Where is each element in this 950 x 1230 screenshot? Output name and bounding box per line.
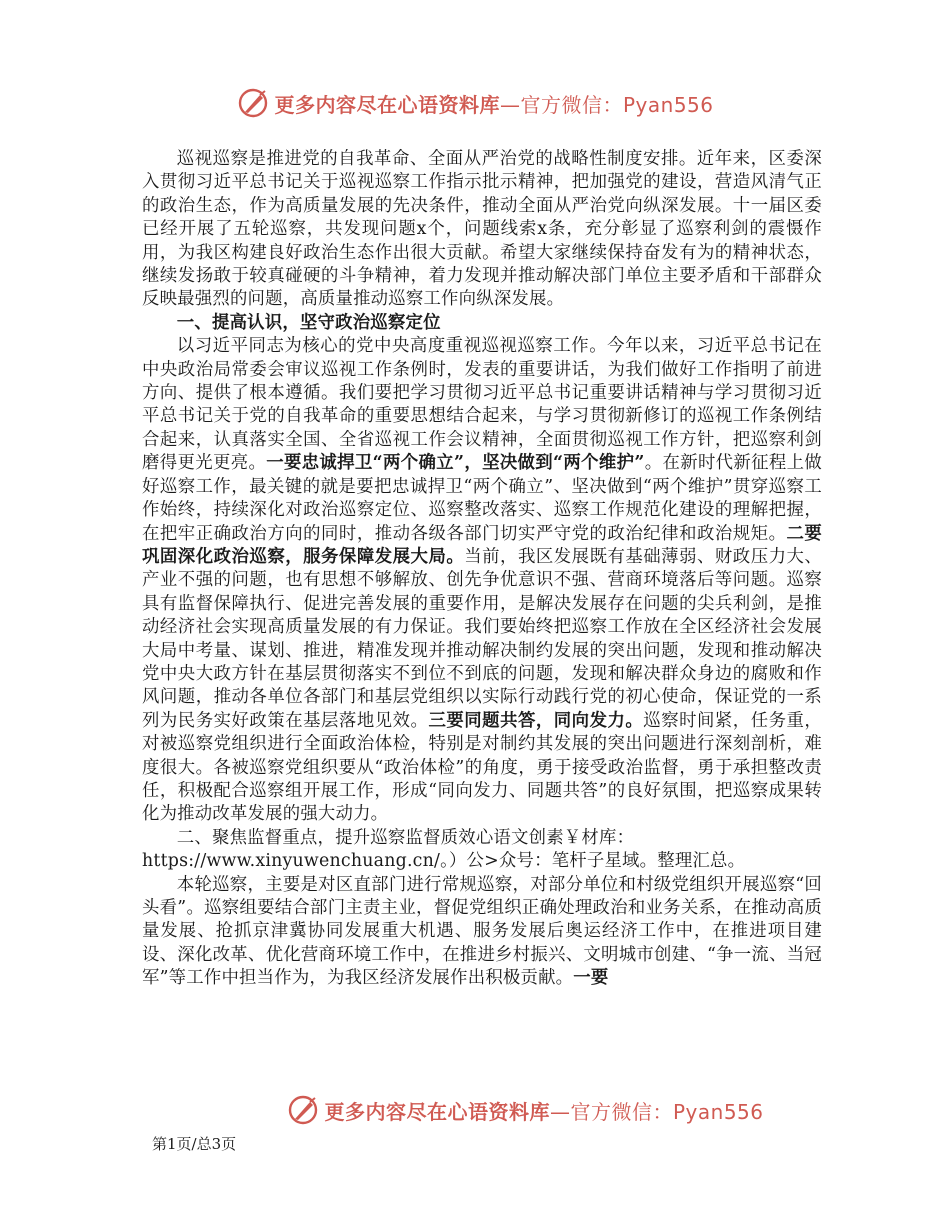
header-watermark-banner <box>0 86 950 120</box>
bold-point-1: 一要忠诚捍卫“两个确立”，坚决做到“两个维护” <box>266 453 645 474</box>
paragraph-section-1: 以习近平同志为核心的党中央高度重视巡视巡察工作。今年以来，习近平总书记在中央政治局常委会审议巡视工作条例时，发表的重要讲话，为我们做好工作指明了前进方向、提供了根本遵循。我们要把学习贯彻习近平总书记重要讲话精神与学习贯彻习近平总书记关于党的自我革命的重要思想结合起来，与学习贯彻新修订的巡视工作条例结合起来，认真落实全国、全省巡视工作会议精神，全面贯彻巡视工作方针，把巡察利剑磨得更光更亮。一要忠诚捍卫“两个确立”，坚决做到“两个维护”。在新时代新征程上做好巡察工作，最关键的就是要把忠诚捍卫“两个确立”、坚决做到“两个维护”贯穿巡察工作始终，持续深化对政治巡察定位、巡察整改落实、巡察工作规范化建设的理解把握，在把牢正确政治方向的同时，推动各级各部门切实严守党的政治纪律和政治规矩。二要巩固深化政治巡察，服务保障发展大局。当前，我区发展既有基础薄弱、财政压力大、产业不强的问题，也有思想不够解放、创先争优意识不强、营商环境落后等问题。巡察具有监督保障执行、促进完善发展的重要作用，是解决发展存在问题的尖兵利剑，是推动经济社会实现高质量发展的有力保证。我们要始终把巡察工作放在全区经济社会发展大局中考量、谋划、推进，精准发现并推动解决制约发展的突出问题，发现和推动解决党中央大政方针在基层贯彻落实不到位不到底的问题，发现和解决群众身边的腐败和作风问题，推动各单位各部门和基层党组织以实际行动践行党的初心使命，保证党的一系列为民务实好政策在基层落地见效。三要同题共答，同向发力。巡察时间紧，任务重，对被巡察党组织进行全面政治体检，特别是对制约其发展的突出问题进行深刻剖析，难度很大。各被巡察党组织要从“政治体检”的角度，勇于接受政治监督，勇于承担整改责任，积极配合巡察组开展工作，形成“同向发力、同题共答”的良好氛围，把巡察成果转化为推动改革发展的强大动力。 <box>142 336 823 825</box>
document-body <box>142 148 822 991</box>
paragraph-section-2: 本轮巡察，主要是对区直部门进行常规巡察，对部分单位和村级党组织开展巡察“回头看”。巡察组要结合部门主责主业，督促党组织正确处理政治和业务关系，在推动高质量发展、抢抓京津冀协同发展重大机遇、服务发展后奥运经济工作中，在推进项目建设、深化改革、优化营商环境工作中，在推进乡村振兴、文明城市创建、“争一流、当冠军”等工作中担当作为，为我区经济发展作出积极贡献。一要 <box>142 874 822 989</box>
section-heading-2: 二、聚焦监督重点，提升巡察监督质效心语文创素￥材库：https://www.xinyuwenchuang.cn/。）公>众号：笔杆子星域。整理汇总。 <box>142 827 746 872</box>
banner-text: 更多内容尽在心语资料库—官方微信：Pyan556 <box>324 1099 764 1124</box>
paragraph-intro: 巡视巡察是推进党的自我革命、全面从严治党的战略性制度安排。近年来，区委深入贯彻习近平总书记关于巡视巡察工作指示批示精神，把加强党的建设，营造风清气正的政治生态，作为高质量发展的先决条件，推动全面从严治党向纵深发展。十一届区委已经开展了五轮巡察，共发现问题x个，问题线索x条，充分彰显了巡察利剑的震慑作用，为我区构建良好政治生态作出很大贡献。希望大家继续保持奋发有为的精神状态，继续发扬敢于较真碰硬的斗争精神，着力发现并推动解决部门单位主要矛盾和干部群众反映最强烈的问题，高质量推动巡察工作向纵深发展。 <box>142 149 822 310</box>
banner-text: 更多内容尽在心语资料库—官方微信：Pyan556 <box>274 92 714 117</box>
quill-logo-icon <box>286 1093 320 1127</box>
page-number: 第1页/总3页 <box>152 1135 237 1153</box>
bold-point-3: 三要同题共答，同向发力。 <box>428 710 644 731</box>
section-heading-1: 一、提高认识，坚守政治巡察定位 <box>176 312 441 333</box>
footer-watermark-banner <box>50 1093 950 1127</box>
quill-logo-icon <box>236 86 270 120</box>
bold-point-2: 二要巩固深化政治巡察，服务保障发展大局。 <box>142 523 822 567</box>
bold-point-4: 一要 <box>573 968 609 989</box>
